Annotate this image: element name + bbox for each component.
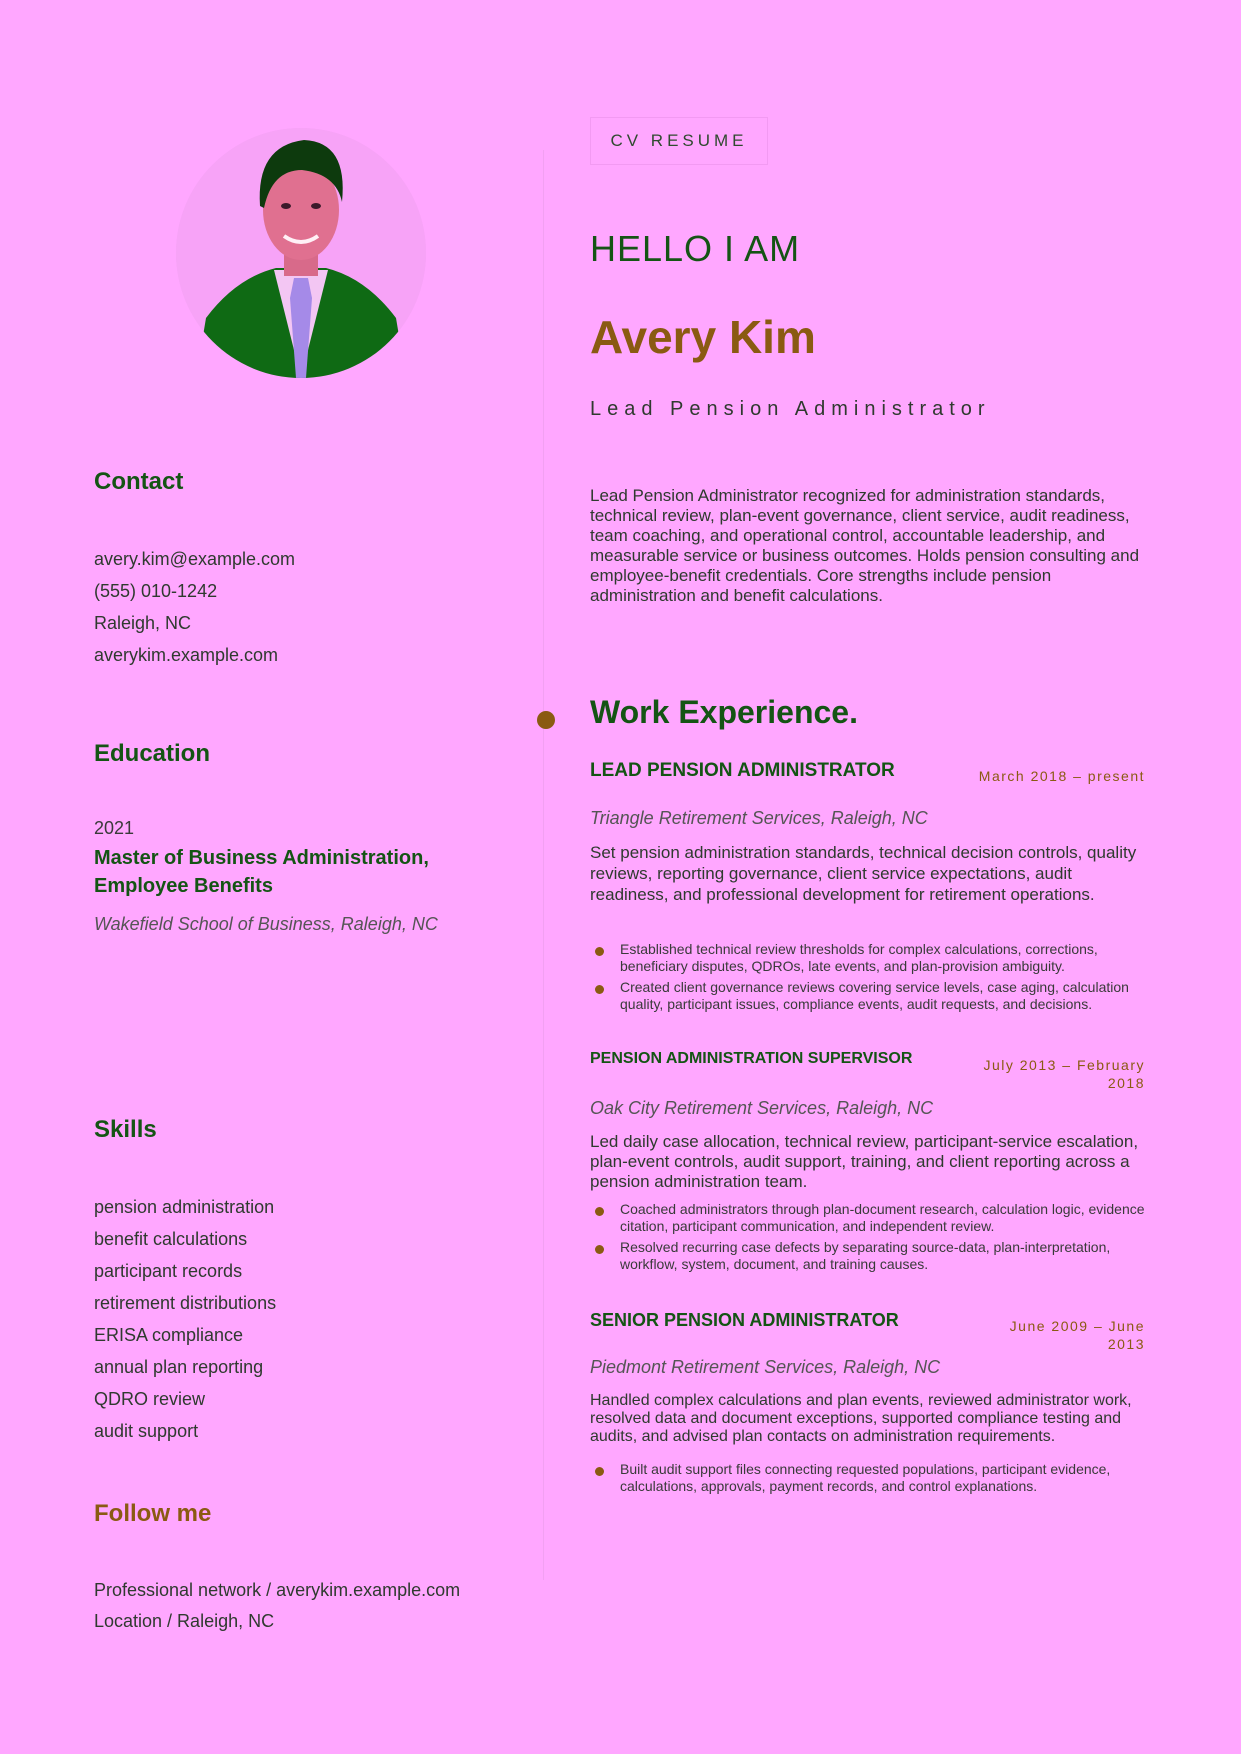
bullet-icon [595,1245,604,1254]
job-description: Set pension administration standards, technical decision controls, quality reviews, reporting governance, client service expectations, audit readiness, and professional development for retirement operations. [590,843,1137,904]
education-school: Wakefield School of Business, Raleigh, NC [94,914,438,934]
follow-link-location[interactable]: Location / Raleigh, NC [94,1611,275,1631]
job-bullets [590,1201,1150,1277]
cv-resume-badge: CV RESUME [590,117,768,165]
follow-link-network[interactable]: Professional network / averykim.example.com [94,1580,461,1600]
work-experience-heading: Work Experience. [590,694,858,730]
person-name: Avery Kim [590,311,816,363]
follow-heading: Follow me [94,1500,212,1527]
list-item [590,1201,1150,1235]
bullet-icon [595,1467,604,1476]
bullet-icon [595,985,604,994]
list-item [590,941,1150,975]
contact-phone[interactable]: (555) 010-1242 [94,581,218,601]
bullet-text: Built audit support files connecting requested populations, participant evidence, calculations, approvals, payment records, and control explanations. [620,1461,1111,1494]
bullet-text: Established technical review thresholds for complex calculations, corrections, beneficiary disputes, QDROs, late events, and plan-provision ambiguity. [620,941,1098,974]
profile-summary: Lead Pension Administrator recognized for administration standards, technical review, plan-event governance, client service, audit readiness, team coaching, and operational control, accountable leadership, and measurable service or business outcomes. Holds pension consulting and employee-benefit credentials. Core strengths include pension administration and benefit calculations. [590,486,1140,605]
timeline-dot [537,711,555,729]
contact-email[interactable]: avery.kim@example.com [94,549,295,569]
contact-location: Raleigh, NC [94,613,192,633]
job-title: PENSION ADMINISTRATION SUPERVISOR [590,1050,913,1067]
contact-website[interactable]: averykim.example.com [94,645,279,665]
job-company: Piedmont Retirement Services, Raleigh, NC [590,1357,941,1377]
list-item [590,979,1150,1013]
skill-item: ERISA compliance [94,1325,244,1345]
skills-heading: Skills [94,1116,157,1143]
skill-item: retirement distributions [94,1293,277,1313]
bullet-icon [595,1207,604,1216]
skill-item: benefit calculations [94,1229,248,1249]
column-divider [543,150,544,1580]
bullet-text: Coached administrators through plan-document research, calculation logic, evidence citation, participant communication, and independent review. [620,1201,1145,1234]
job-description: Led daily case allocation, technical review, participant-service escalation, plan-event controls, audit support, training, and client reporting across a pension administration team. [590,1132,1139,1191]
list-item [590,1461,1150,1495]
job-date: July 2013 – February 2018 [983,1057,1145,1091]
skill-item: annual plan reporting [94,1357,264,1377]
job-bullets [590,1461,1150,1499]
job-company: Triangle Retirement Services, Raleigh, NC [590,808,928,828]
bullet-text: Created client governance reviews covering service levels, case aging, calculation quality, participant issues, compliance events, audit requests, and decisions. [620,979,1129,1012]
bullet-text: Resolved recurring case defects by separating source-data, plan-interpretation, workflow, system, document, and training causes. [620,1239,1111,1272]
job-date: June 2009 – June 2013 [1009,1318,1145,1352]
greeting: HELLO I AM [590,228,801,269]
job-company: Oak City Retirement Services, Raleigh, NC [590,1098,934,1118]
bullet-icon [595,947,604,956]
profile-photo [176,128,426,378]
skill-item: participant records [94,1261,243,1281]
portrait-illustration [176,128,426,378]
skill-item: pension administration [94,1197,275,1217]
job-title: LEAD PENSION ADMINISTRATOR [590,760,895,781]
contact-heading: Contact [94,468,184,495]
job-title: SENIOR PENSION ADMINISTRATOR [590,1310,899,1330]
job-role: Lead Pension Administrator [590,398,991,420]
education-degree: Master of Business Administration, Employee Benefits [94,847,429,897]
job-description: Handled complex calculations and plan events, reviewed administrator work, resolved data and document exceptions, supported compliance testing and audits, and advised plan contacts on administration requirements. [590,1392,1132,1445]
job-bullets [590,941,1150,1017]
skill-item: audit support [94,1421,199,1441]
education-heading: Education [94,740,211,767]
list-item [590,1239,1150,1273]
education-year: 2021 [94,818,135,838]
skill-item: QDRO review [94,1389,206,1409]
job-date: March 2018 – present [978,768,1145,784]
